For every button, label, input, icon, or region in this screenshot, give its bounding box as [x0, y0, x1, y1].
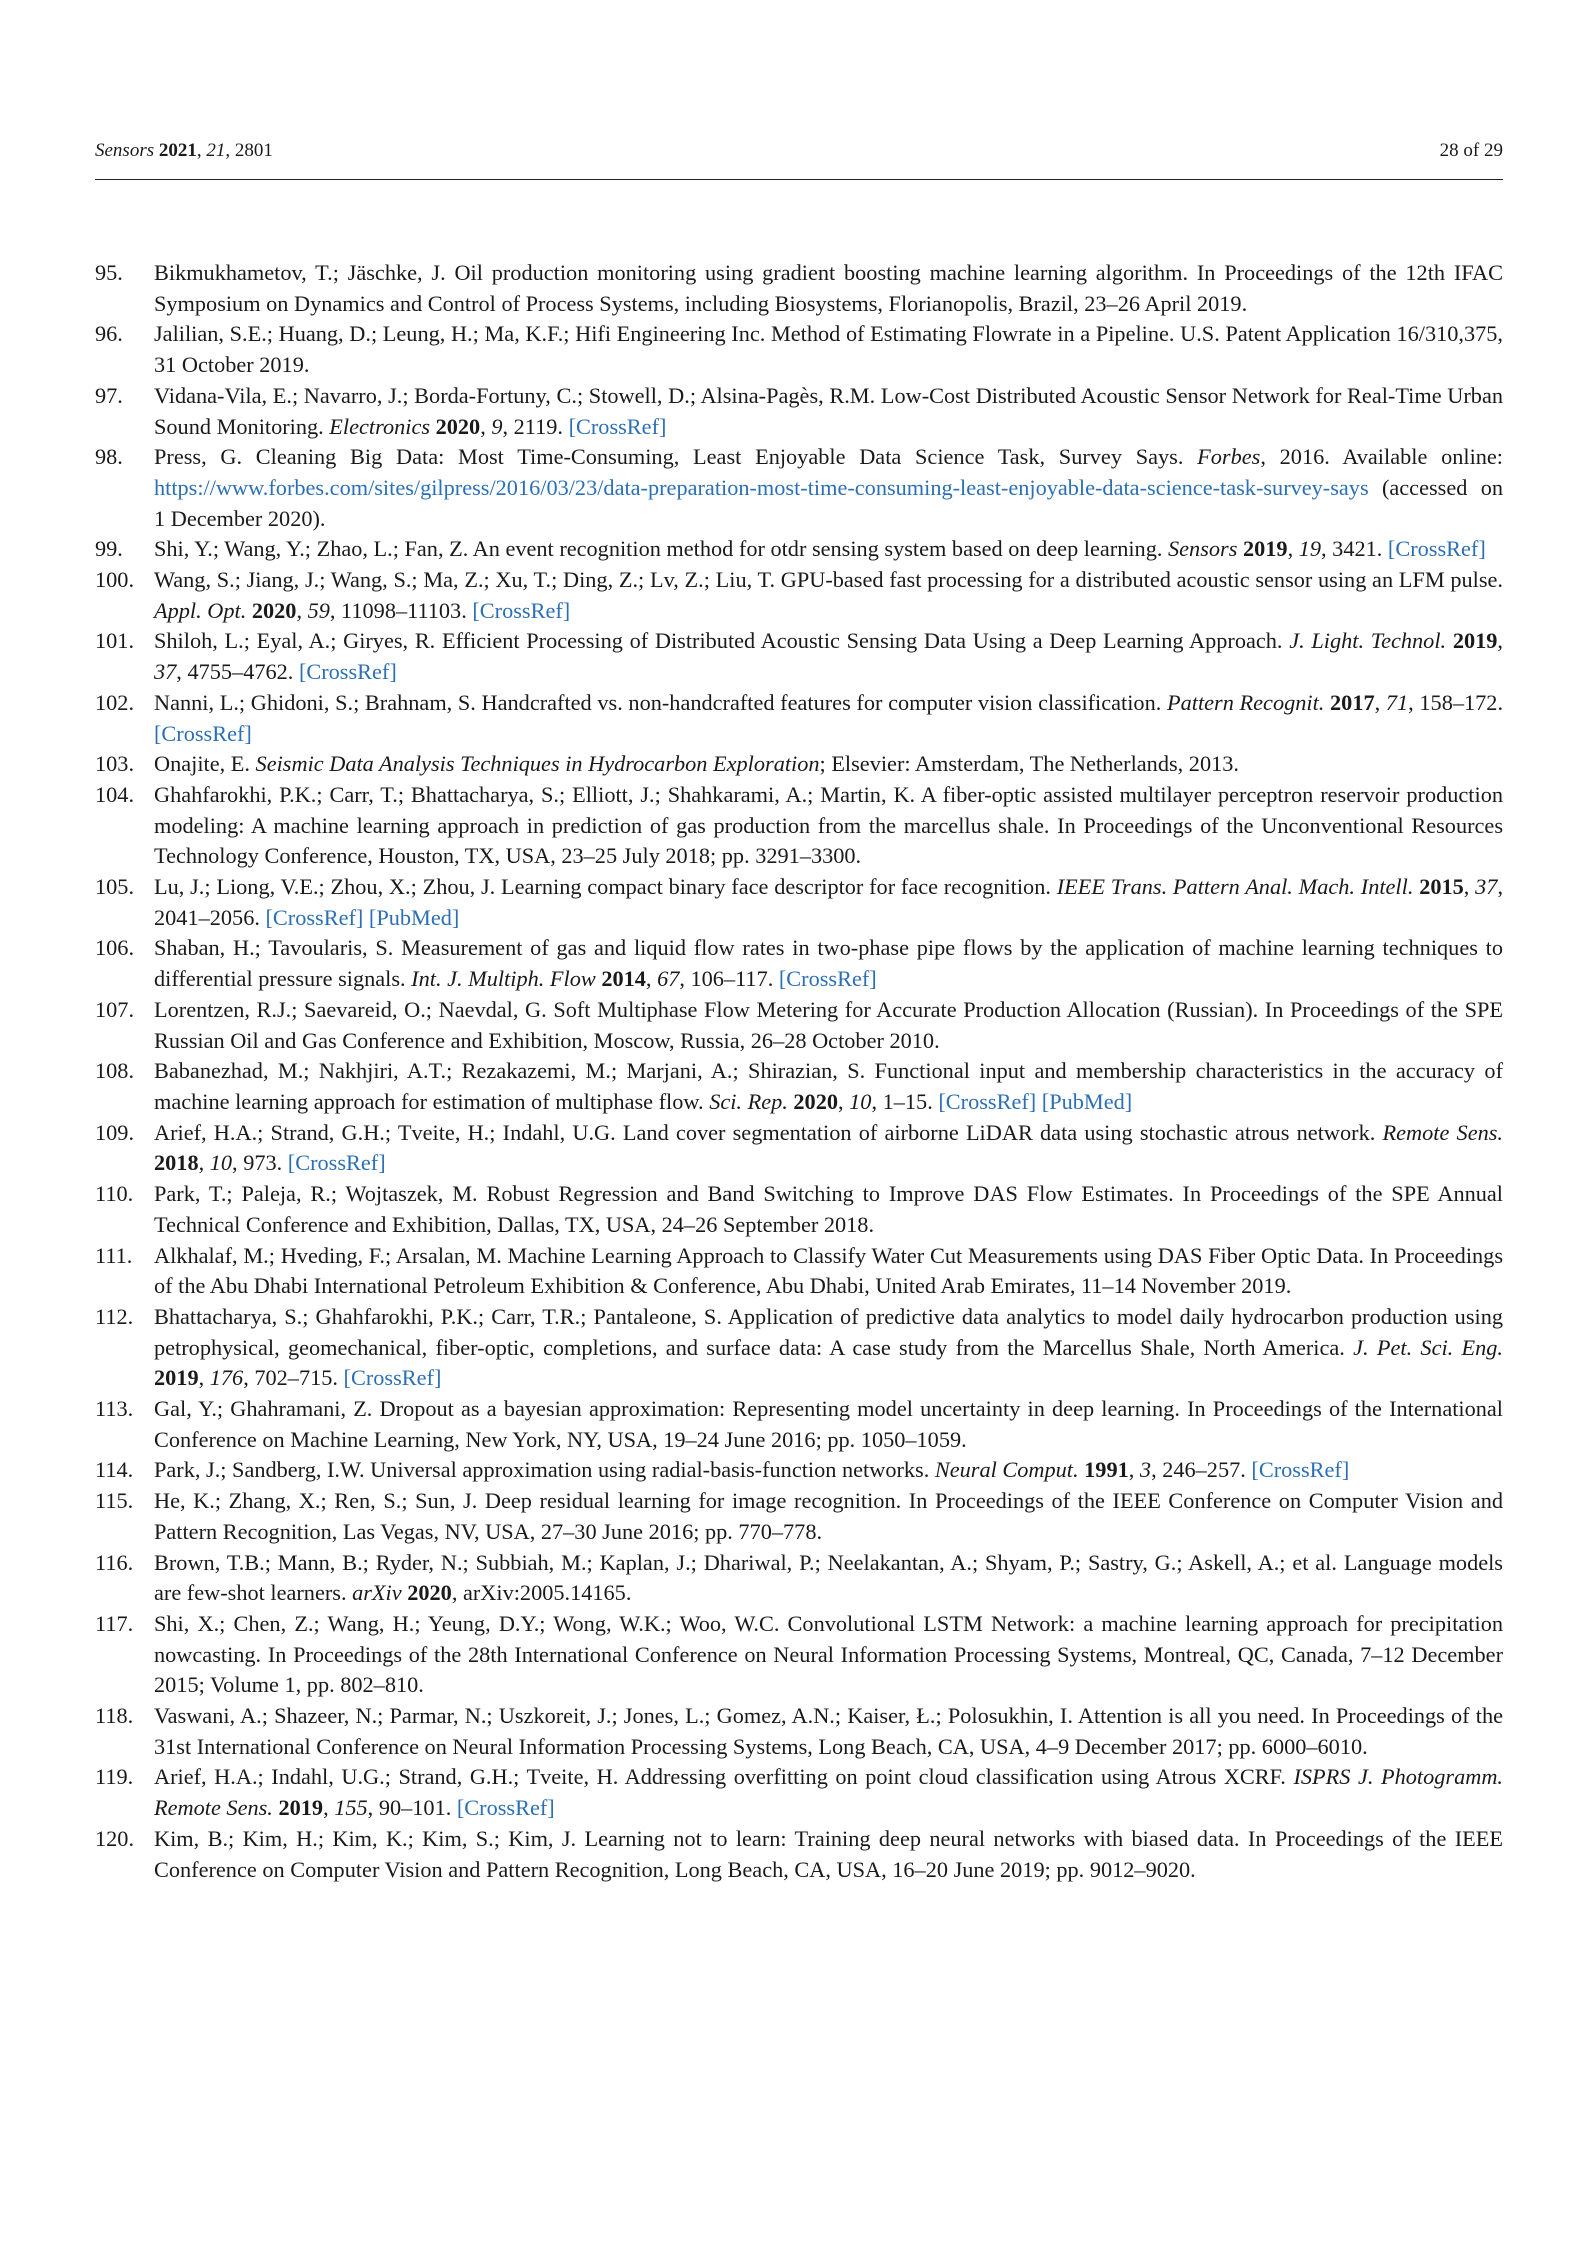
reference-number: 107.: [95, 996, 135, 1022]
reference-text: Bikmukhametov, T.; Jäschke, J. Oil production monitoring using gradient boosting machine learning algorithm. In Proceedings of the 12th IFAC Symposium on Dynamics and Control of Process Systems, including Biosystems, Florianopolis, Brazil, 23–26 April 2019.: [154, 260, 1503, 316]
reference-text: Shi, Y.; Wang, Y.; Zhao, L.; Fan, Z. An event recognition method for otdr sensing system based on deep learning.: [154, 536, 1169, 562]
crossref-link[interactable]: [CrossRef]: [154, 720, 252, 746]
reference-text: Nanni, L.; Ghidoni, S.; Brahnam, S. Handcrafted vs. non-handcrafted features for computer vision classification.: [154, 689, 1167, 715]
reference-number: 114.: [95, 1457, 134, 1483]
pubmed-link[interactable]: [PubMed]: [1041, 1088, 1133, 1114]
reference-item: [95, 780, 1503, 872]
reference-item: [95, 319, 1503, 380]
crossref-link[interactable]: [CrossRef]: [343, 1365, 442, 1391]
reference-text: Brown, T.B.; Mann, B.; Ryder, N.; Subbiah, M.; Kaplan, J.; Dhariwal, P.; Neelakantan, A.; Shyam, P.; Sastry, G.; Askell, A.; et al. Language models are few-shot learners.: [154, 1549, 1503, 1606]
reference-item: [95, 258, 1503, 319]
page-range: , arXiv:2005.14165.: [451, 1580, 632, 1606]
volume-number: 10: [849, 1088, 872, 1114]
journal-name: J. Pet. Sci. Eng.: [1353, 1334, 1503, 1360]
volume-number: 71: [1385, 689, 1409, 715]
volume-number: 3: [1139, 1457, 1152, 1483]
reference-item: 102. Nanni, L.; Ghidoni, S.; Brahnam, S. Handcrafted vs. non-handcrafted features for computer vision classification. Pattern Recognit. 2017, 71, 158–172. [CrossRef]: [95, 689, 1504, 746]
crossref-link[interactable]: [CrossRef]: [472, 597, 571, 623]
reference-item: 101. Shiloh, L.; Eyal, A.; Giryes, R. Efficient Processing of Distributed Acoustic Sensing Data Using a Deep Learning Approach. J. Light. Technol. 2019, 37, 4755–4762. [CrossRef]: [95, 628, 1503, 685]
reference-item: [95, 442, 1503, 534]
crossref-link[interactable]: [CrossRef]: [938, 1088, 1037, 1114]
reference-text: Lu, J.; Liong, V.E.; Zhou, X.; Zhou, J. Learning compact binary face descriptor for face recognition.: [154, 874, 1057, 900]
reference-number: 102.: [95, 689, 135, 715]
page-range: , 4755–4762.: [176, 659, 294, 685]
reference-text: Lorentzen, R.J.; Saevareid, O.; Naevdal, G. Soft Multiphase Flow Metering for Accurate Production Allocation (Russian). In Proceedings of the SPE Russian Oil and Gas Conference and Exhibition, Moscow, Russia, 26–28 October 2010.: [154, 996, 1503, 1053]
journal-name: Int. J. Multiph. Flow: [411, 966, 596, 992]
reference-item: [95, 1824, 1503, 1885]
reference-number: 104.: [95, 781, 135, 807]
page-range: , 3421.: [1321, 536, 1383, 562]
reference-number: 111.: [95, 1242, 133, 1268]
page-range: , 2041–2056.: [154, 874, 1504, 930]
crossref-link[interactable]: [CrossRef]: [1387, 536, 1486, 562]
journal-volume: 21: [206, 140, 226, 161]
journal-name: arXiv: [352, 1580, 402, 1606]
volume-number: 155: [334, 1795, 368, 1821]
page-range: , 1–15.: [871, 1088, 933, 1114]
reference-text: Babanezhad, M.; Nakhjiri, A.T.; Rezakazemi, M.; Marjani, A.; Shirazian, S. Functional input and membership characteristics in the accuracy of machine learning approach for estimation of multiphase flow.: [154, 1058, 1503, 1114]
reference-number: 108.: [95, 1058, 135, 1084]
reference-number: 120.: [95, 1825, 135, 1851]
reference-number: 101.: [95, 628, 135, 654]
reference-text: Press, G. Cleaning Big Data: Most Time-Consuming, Least Enjoyable Data Science Task, Survey Says.: [154, 444, 1198, 470]
journal-name: Sensors: [95, 140, 155, 161]
url-link[interactable]: https://www.forbes.com/sites/gilpress/2016/03/23/data-preparation-most-time-consuming-least-enjoyable-data-science-task-survey-says: [154, 474, 1369, 500]
reference-text: Shi, X.; Chen, Z.; Wang, H.; Yeung, D.Y.; Wong, W.K.; Woo, W.C. Convolutional LSTM Network: a machine learning approach for precipitation nowcasting. In Proceedings of the 28th International Conference on Neural Information Processing Systems, Montreal, QC, Canada, 7–12 December 2015; Volume 1, pp. 802–810.: [154, 1610, 1503, 1698]
publication-year: 2020: [407, 1580, 452, 1606]
page-range: , 973.: [232, 1150, 283, 1176]
publication-year: 2014: [601, 966, 646, 992]
reference-text: Gal, Y.; Ghahramani, Z. Dropout as a bayesian approximation: Representing model uncertainty in deep learning. In Proceedings of the International Conference on Machine Learning, New York, NY, USA, 19–24 June 2016; pp. 1050–1059.: [154, 1396, 1503, 1452]
reference-number: 109.: [95, 1119, 135, 1145]
page-number: 28 of 29: [1439, 140, 1503, 161]
page-range: , 11098–11103.: [329, 597, 467, 623]
page-range: , 246–257.: [1151, 1457, 1246, 1483]
reference-text: Arief, H.A.; Indahl, U.G.; Strand, G.H.; Tveite, H. Addressing overfitting on point cloud classification using Atrous XCRF.: [154, 1764, 1294, 1790]
publication-year: 2018: [154, 1150, 199, 1176]
page-range: , 158–172.: [1408, 689, 1504, 715]
reference-text: Vidana-Vila, E.; Navarro, J.; Borda-Fortuny, C.; Stowell, D.; Alsina-Pagès, R.M. Low-Cost Distributed Acoustic Sensor Network for Real-Time Urban Sound Monitoring.: [154, 382, 1503, 439]
reference-number: 96.: [95, 321, 123, 347]
volume-number: 37: [154, 659, 177, 685]
journal-name: Pattern Recognit.: [1166, 689, 1325, 715]
journal-name: Forbes: [1197, 444, 1261, 470]
reference-item: [95, 995, 1503, 1056]
page-range: , 106–117.: [679, 966, 774, 992]
page-range: , 702–715.: [243, 1365, 338, 1391]
reference-number: 95.: [95, 260, 123, 285]
volume-number: 37: [1475, 874, 1498, 900]
publication-year: 2019: [1242, 536, 1288, 562]
reference-number: 119.: [95, 1764, 134, 1790]
crossref-link[interactable]: [CrossRef]: [778, 966, 877, 992]
reference-number: 100.: [95, 567, 135, 593]
reference-item: 97. Vidana-Vila, E.; Navarro, J.; Borda-Fortuny, C.; Stowell, D.; Alsina-Pagès, R.M. Low-Cost Distributed Acoustic Sensor Network for Real-Time Urban Sound Monitoring. Electronics 2020, 9, 2119. [CrossRef]: [95, 382, 1503, 439]
journal-name: Remote Sens.: [1382, 1119, 1503, 1145]
reference-item: 106. Shaban, H.; Tavoularis, S. Measurement of gas and liquid flow rates in two-phase pipe flows by the application of machine learning techniques to differential pressure signals. Int. J. Multiph. Flow 2014, 67, 106–117. [CrossRef]: [95, 935, 1503, 992]
header-divider: [95, 179, 1503, 180]
journal-name: Sensors: [1168, 536, 1238, 562]
volume-number: 10: [209, 1150, 233, 1176]
publication-year: 2020: [251, 597, 297, 623]
crossref-link[interactable]: [CrossRef]: [298, 659, 397, 685]
reference-text: Wang, S.; Jiang, J.; Wang, S.; Ma, Z.; Xu, T.; Ding, Z.; Lv, Z.; Liu, T. GPU-based fast processing for a distributed acoustic sensor using an LFM pulse.: [154, 567, 1503, 593]
journal-name: IEEE Trans. Pattern Anal. Mach. Intell.: [1056, 874, 1414, 900]
reference-item: [95, 1179, 1503, 1240]
reference-text: , 2016. Available online:: [1260, 444, 1504, 470]
journal-name: Appl. Opt.: [154, 597, 247, 623]
publication-year: 1991: [1084, 1457, 1129, 1483]
reference-item: 100. Wang, S.; Jiang, J.; Wang, S.; Ma, Z.; Xu, T.; Ding, Z.; Lv, Z.; Liu, T. GPU-based fast processing for a distributed acoustic sensor using an LFM pulse. Appl. Opt. 2020, 59, 11098–11103. [CrossRef]: [95, 567, 1503, 623]
publication-year: 2020: [435, 413, 481, 439]
crossref-link[interactable]: [CrossRef]: [568, 413, 667, 439]
reference-number: 106.: [95, 935, 135, 961]
crossref-link[interactable]: [CrossRef]: [1251, 1457, 1350, 1483]
journal-citation: Sensors 2021, 21, 2801: [95, 140, 273, 161]
journal-name: Sci. Rep.: [709, 1088, 788, 1114]
volume-number: 9: [491, 413, 503, 439]
page-range: , 90–101.: [367, 1795, 452, 1821]
volume-number: 176: [209, 1365, 244, 1391]
reference-number: 110.: [95, 1181, 134, 1207]
reference-item: [95, 1548, 1503, 1609]
publication-year: 2019: [1452, 628, 1498, 654]
reference-text: Vaswani, A.; Shazeer, N.; Parmar, N.; Uszkoreit, J.; Jones, L.; Gomez, A.N.; Kaiser, Ł.; Polosukhin, I. Attention is all you need. In Proceedings of the 31st International Conference on Neural Information Processing Systems, Long Beach, CA, USA, 4–9 December 2017; pp. 6000–6010.: [154, 1703, 1503, 1759]
reference-text: Shiloh, L.; Eyal, A.; Giryes, R. Efficient Processing of Distributed Acoustic Sensing Data Using a Deep Learning Approach.: [154, 628, 1290, 654]
reference-number: 112.: [95, 1303, 134, 1329]
reference-text: Park, J.; Sandberg, I.W. Universal approximation using radial-basis-function networks.: [154, 1457, 935, 1483]
reference-number: 115.: [95, 1488, 134, 1514]
reference-item: [95, 1701, 1503, 1762]
reference-item: 109. Arief, H.A.; Strand, G.H.; Tveite, H.; Indahl, U.G. Land cover segmentation of airborne LiDAR data using stochastic atrous network. Remote Sens. 2018, 10, 973. [CrossRef]: [95, 1119, 1503, 1176]
publication-year: 2019: [154, 1365, 199, 1391]
reference-text: Alkhalaf, M.; Hveding, F.; Arsalan, M. Machine Learning Approach to Classify Water Cut Measurements using DAS Fiber Optic Data. In Proceedings of the Abu Dhabi International Petroleum Exhibition & Conference, Abu Dhabi, United Arab Emirates, 11–14 November 2019.: [154, 1242, 1503, 1299]
reference-text: Park, T.; Paleja, R.; Wojtaszek, M. Robust Regression and Band Switching to Improve DAS Flow Estimates. In Proceedings of the SPE Annual Technical Conference and Exhibition, Dallas, TX, USA, 24–26 September 2018.: [154, 1181, 1503, 1237]
journal-name: ISPRS J. Photogramm. Remote Sens.: [154, 1764, 1503, 1821]
journal-name: Electronics: [329, 413, 431, 439]
reference-text: Ghahfarokhi, P.K.; Carr, T.; Bhattacharya, S.; Elliott, J.; Shahkarami, A.; Martin, K. A fiber-optic assisted multilayer perceptron reservoir production modeling: A machine learning approach in prediction of gas production from the marcellus shale. In Proceedings of the Unconventional Resources Technology Conference, Houston, TX, USA, 23–25 July 2018; pp. 3291–3300.: [154, 781, 1503, 869]
reference-number: 117.: [95, 1610, 134, 1636]
reference-text: ; Elsevier: Amsterdam, The Netherlands, 2013.: [819, 751, 1239, 777]
journal-year: 2021: [158, 140, 197, 161]
publication-year: 2020: [793, 1088, 838, 1114]
reference-text: Onajite, E.: [154, 751, 256, 777]
reference-number: 97.: [95, 382, 123, 408]
reference-number: 99.: [95, 536, 123, 562]
pubmed-link[interactable]: [PubMed]: [368, 904, 460, 930]
reference-number: 105.: [95, 874, 135, 900]
reference-item: 108. Babanezhad, M.; Nakhjiri, A.T.; Rezakazemi, M.; Marjani, A.; Shirazian, S. Functional input and membership characteristics in the accuracy of machine learning approach for estimation of multiphase flow. Sci. Rep. 2020, 10, 1–15. [CrossRef] [PubMed]: [95, 1058, 1503, 1114]
reference-item: [95, 1241, 1503, 1302]
reference-text: Arief, H.A.; Strand, G.H.; Tveite, H.; Indahl, U.G. Land cover segmentation of airborne LiDAR data using stochastic atrous network.: [154, 1119, 1383, 1145]
reference-item: [95, 1486, 1503, 1547]
publication-year: 2015: [1419, 874, 1464, 900]
publication-year: 2017: [1330, 689, 1375, 715]
volume-number: 67: [657, 966, 680, 992]
reference-item: [95, 749, 1503, 780]
journal-name: J. Light. Technol.: [1289, 628, 1447, 654]
book-title: Seismic Data Analysis Techniques in Hydrocarbon Exploration: [255, 751, 820, 777]
page-range: , 2119.: [502, 413, 563, 439]
crossref-link[interactable]: [CrossRef]: [287, 1150, 386, 1176]
reference-item: 112. Bhattacharya, S.; Ghahfarokhi, P.K.; Carr, T.R.; Pantaleone, S. Application of predictive data analytics to model daily hydrocarbon production using petrophysical, geomechanical, fiber-optic, completions, and surface data: A case study from the Marcellus Shale, North America. J. Pet. Sci. Eng. 2019, 176, 702–715. [CrossRef]: [95, 1303, 1503, 1391]
reference-item: [95, 1394, 1503, 1455]
reference-text: Bhattacharya, S.; Ghahfarokhi, P.K.; Carr, T.R.; Pantaleone, S. Application of predictive data analytics to model daily hydrocarbon production using petrophysical, geomechanical, fiber-optic, completions, and surface data: A case study from the Marcellus Shale, North America.: [154, 1303, 1503, 1360]
reference-item: 114. Park, J.; Sandberg, I.W. Universal approximation using radial-basis-function networks. Neural Comput. 1991, 3, 246–257. [CrossRef]: [95, 1455, 1503, 1486]
reference-number: 98.: [95, 444, 123, 470]
reference-number: 118.: [95, 1703, 134, 1729]
reference-list: [95, 258, 1503, 1885]
volume-number: 19: [1298, 536, 1322, 562]
reference-item: 105. Lu, J.; Liong, V.E.; Zhou, X.; Zhou, J. Learning compact binary face descriptor for face recognition. IEEE Trans. Pattern Anal. Mach. Intell. 2015, 37, 2041–2056. [CrossRef] [PubMed]: [95, 874, 1504, 930]
crossref-link[interactable]: [CrossRef]: [456, 1795, 555, 1821]
reference-text: He, K.; Zhang, X.; Ren, S.; Sun, J. Deep residual learning for image recognition. In Proceedings of the IEEE Conference on Computer Vision and Pattern Recognition, Las Vegas, NV, USA, 27–30 June 2016; pp. 770–778.: [154, 1488, 1503, 1544]
reference-number: 116.: [95, 1549, 134, 1575]
journal-name: Neural Comput.: [934, 1457, 1079, 1483]
publication-year: 2019: [278, 1795, 324, 1821]
reference-number: 103.: [95, 751, 135, 777]
reference-text: Jalilian, S.E.; Huang, D.; Leung, H.; Ma, K.F.; Hifi Engineering Inc. Method of Estimating Flowrate in a Pipeline. U.S. Patent Application 16/310,375, 31 October 2019.: [154, 321, 1503, 378]
reference-item: 99. Shi, Y.; Wang, Y.; Zhao, L.; Fan, Z. An event recognition method for otdr sensing system based on deep learning. Sensors 2019, 19, 3421. [CrossRef]: [95, 534, 1503, 565]
reference-text: (accessed on 1 December 2020).: [154, 474, 1503, 531]
reference-number: 113.: [95, 1396, 134, 1422]
volume-number: 59: [307, 597, 330, 623]
article-number: 2801: [234, 140, 273, 161]
reference-item: 119. Arief, H.A.; Indahl, U.G.; Strand, G.H.; Tveite, H. Addressing overfitting on point cloud classification using Atrous XCRF. ISPRS J. Photogramm. Remote Sens. 2019, 155, 90–101. [CrossRef]: [95, 1764, 1503, 1821]
reference-item: [95, 1609, 1503, 1701]
reference-text: Shaban, H.; Tavoularis, S. Measurement of gas and liquid flow rates in two-phase pipe flows by the application of machine learning techniques to differential pressure signals.: [154, 935, 1503, 992]
crossref-link[interactable]: [CrossRef]: [265, 904, 364, 930]
reference-text: Kim, B.; Kim, H.; Kim, K.; Kim, S.; Kim, J. Learning not to learn: Training deep neural networks with biased data. In Proceedings of the IEEE Conference on Computer Vision and Pattern Recognition, Long Beach, CA, USA, 16–20 June 2019; pp. 9012–9020.: [154, 1825, 1503, 1882]
